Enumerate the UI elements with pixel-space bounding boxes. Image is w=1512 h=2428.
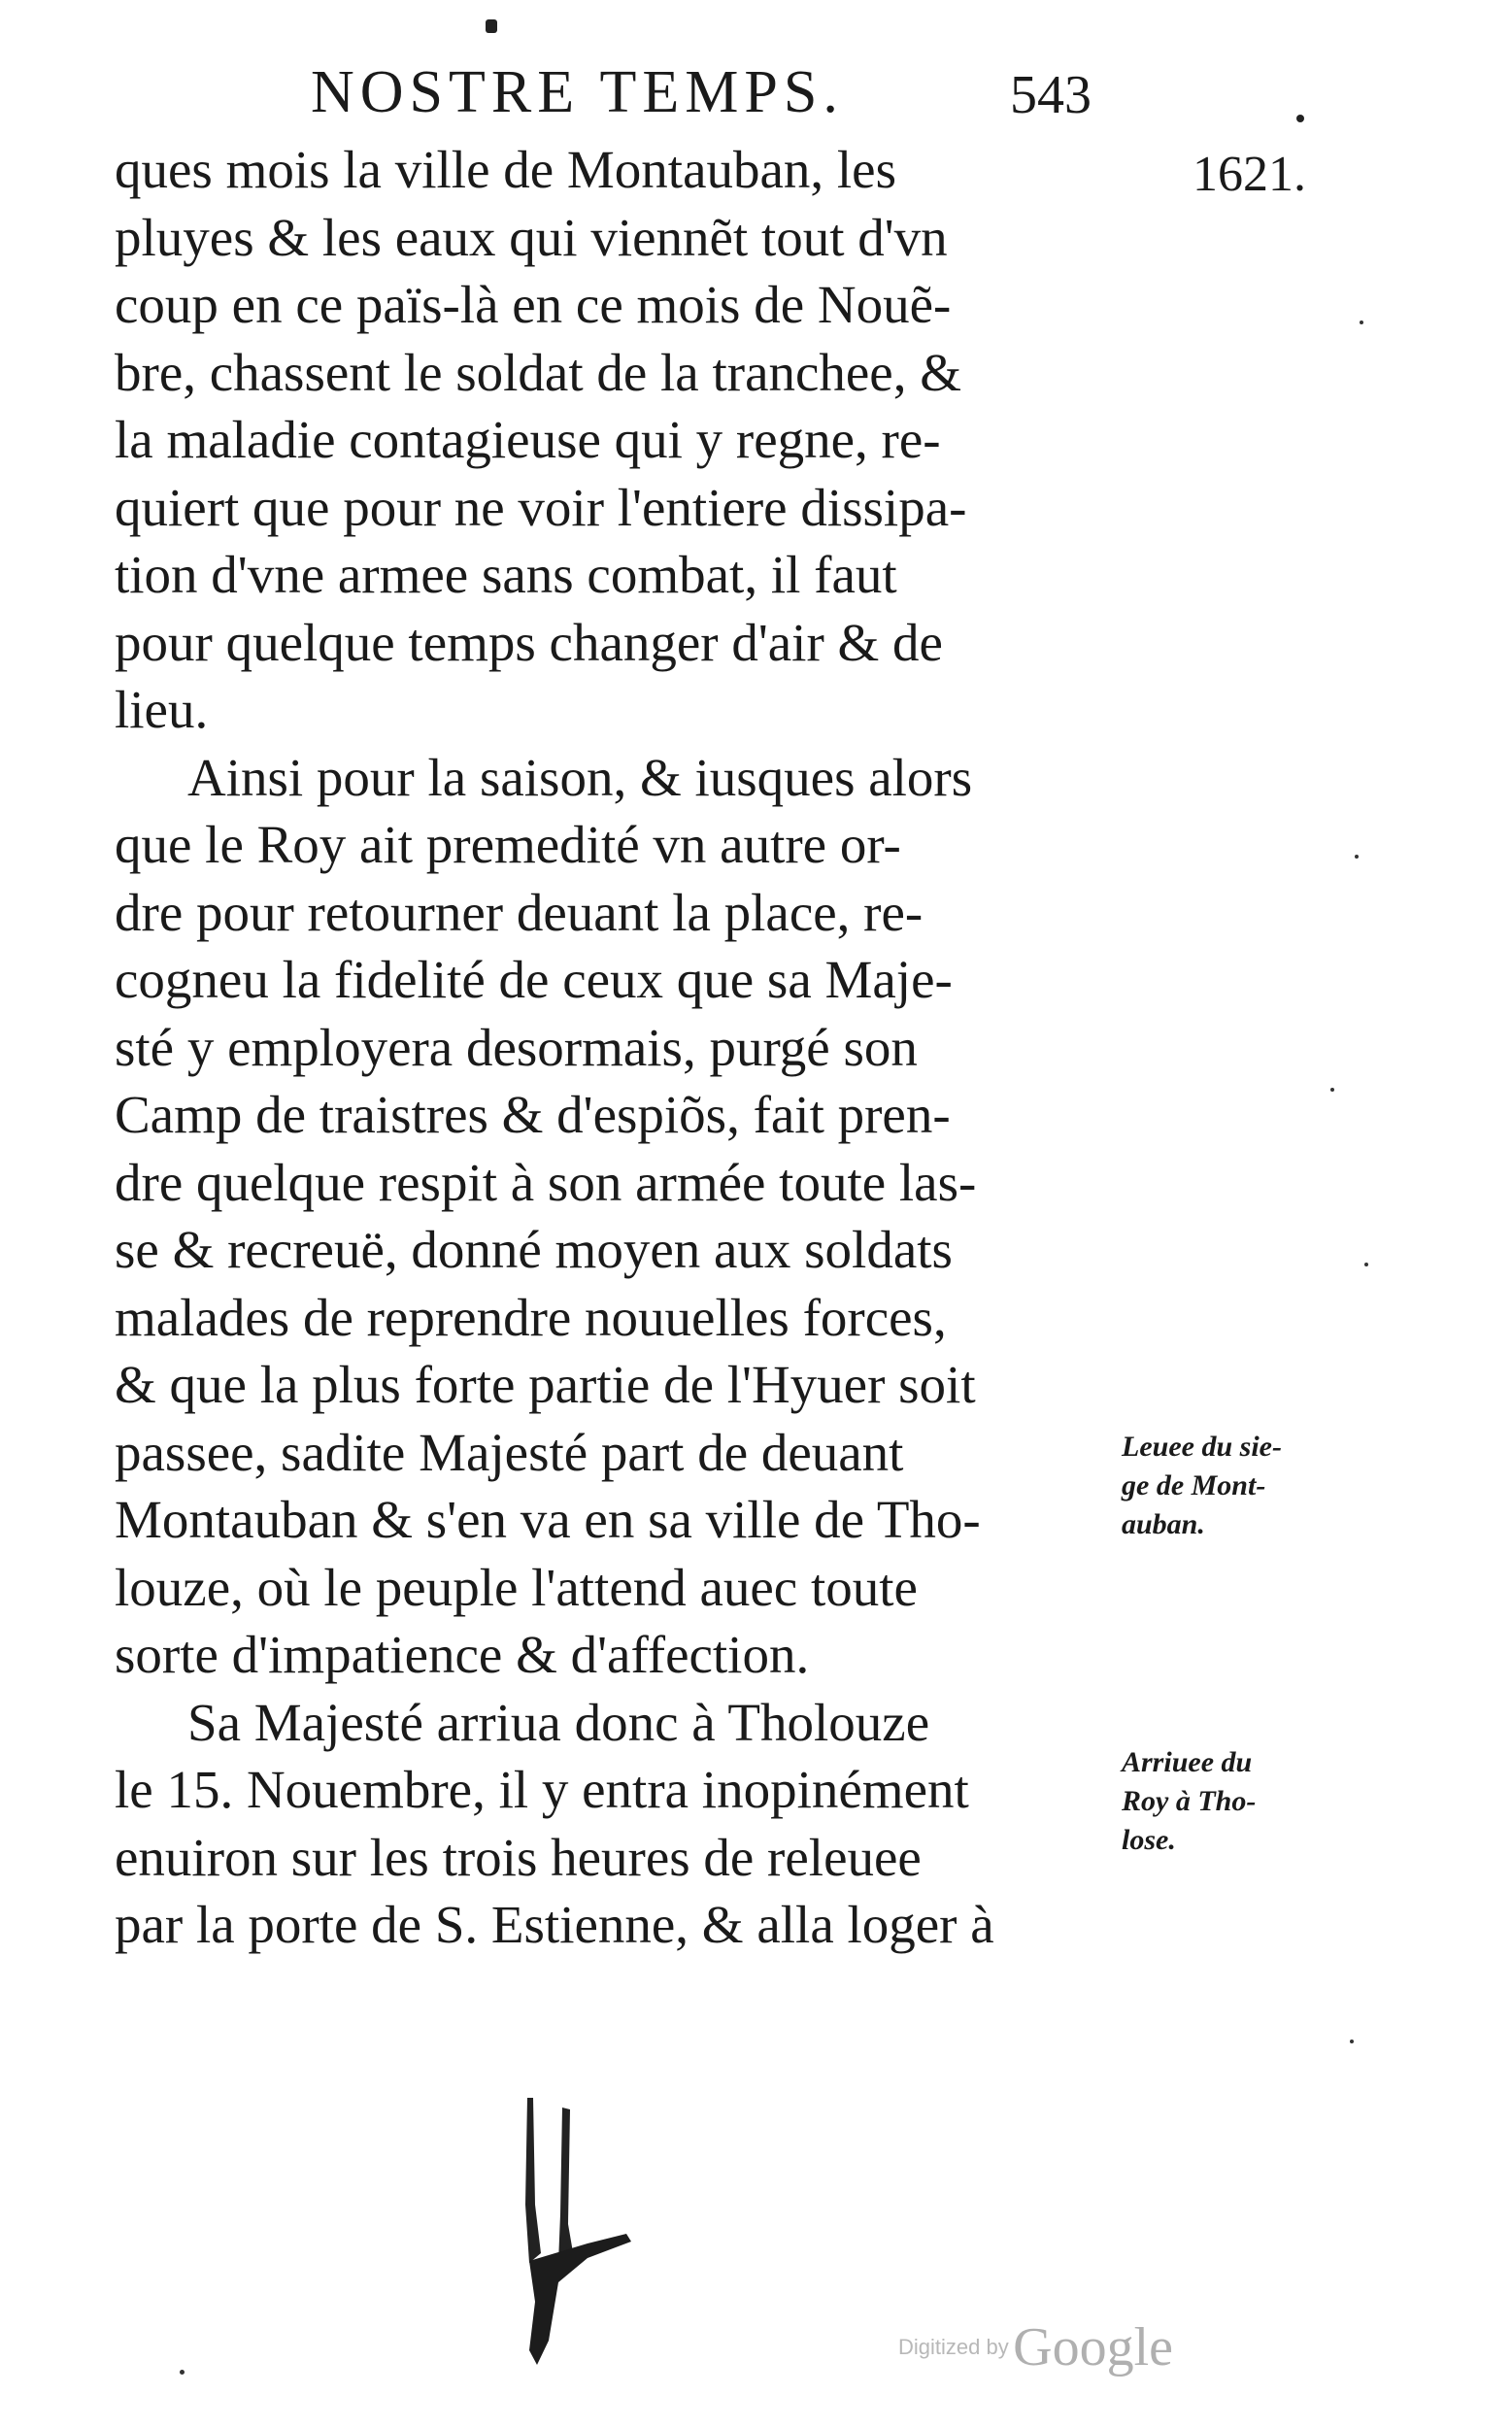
text-line: se & recreuë, donné moyen aux soldats	[115, 1220, 953, 1279]
watermark-brand: Google	[1013, 2317, 1174, 2377]
text-line: dre quelque respit à son armée toute las-	[115, 1152, 977, 1212]
page-header	[311, 58, 1185, 136]
text-line: dre pour retourner deuant la place, re-	[115, 882, 924, 942]
text-line: cogneu la fidelité de ceux que sa Maje-	[115, 950, 953, 1009]
text-line: Ainsi pour la saison, & iusques alors	[187, 747, 973, 807]
text-line: louze, où le peuple l'attend auec toute	[115, 1557, 918, 1617]
marginal-note-line: auban.	[1122, 1508, 1205, 1540]
margin-year: 1621.	[1193, 147, 1306, 202]
ink-speck	[1364, 1263, 1368, 1266]
marginal-note-line: ge de Mont-	[1122, 1469, 1266, 1501]
watermark-prefix: Digitized by	[898, 2335, 1009, 2359]
ink-speck	[1355, 855, 1359, 859]
marginal-note-line: Arriuee du	[1122, 1746, 1253, 1778]
text-line: pour quelque temps changer d'air & de	[115, 612, 943, 672]
ink-speck	[1350, 2040, 1354, 2043]
text-line: pluyes & les eaux qui viennẽt tout d'vn	[115, 207, 948, 267]
text-line: bre, chassent le soldat de la tranchee, &	[115, 342, 961, 402]
ink-spot	[486, 19, 497, 33]
marginal-note-arrival	[1122, 1743, 1355, 1860]
text-line: coup en ce païs-là en ce mois de Nouẽ-	[115, 275, 952, 334]
text-line: Sa Majesté arriua donc à Tholouze	[187, 1692, 930, 1752]
digitized-watermark	[898, 2316, 1173, 2378]
body-text	[115, 136, 1134, 1959]
text-line: malades de reprendre nouuelles forces,	[115, 1287, 947, 1347]
text-line: quiert que pour ne voir l'entiere dissipa-	[115, 477, 967, 537]
ink-speck	[1330, 1088, 1334, 1092]
text-line: & que la plus forte partie de l'Hyuer soit	[115, 1355, 976, 1414]
ink-dot	[1296, 115, 1304, 122]
ink-speck	[180, 2370, 185, 2375]
text-line: la maladie contagieuse qui y regne, re-	[115, 410, 941, 469]
marginal-note-siege	[1122, 1428, 1355, 1544]
text-line: Montauban & s'en va en sa ville de Tho-	[115, 1490, 981, 1549]
marginal-note-line: Roy à Tho-	[1122, 1785, 1257, 1817]
text-line: le 15. Nouembre, il y entra inopinément	[115, 1760, 969, 1819]
text-line: ques mois la ville de Montauban, les	[115, 140, 896, 199]
marginal-note-line: Leuee du sie-	[1122, 1431, 1282, 1463]
text-line: enuiron sur les trois heures de releuee	[115, 1827, 922, 1887]
running-title: NOSTRE TEMPS.	[311, 59, 844, 125]
ink-blot-mark	[490, 2088, 636, 2370]
text-line: sté y employera desormais, purgé son	[115, 1017, 918, 1077]
text-line: sorte d'impatience & d'affection.	[115, 1625, 810, 1684]
text-line: que le Roy ait premedité vn autre or-	[115, 815, 901, 874]
text-line: par la porte de S. Estienne, & alla loger à	[115, 1895, 994, 1954]
marginal-note-line: lose.	[1122, 1824, 1176, 1856]
ink-speck	[1360, 320, 1363, 324]
page-number: 543	[1010, 65, 1092, 125]
text-line: tion d'vne armee sans combat, il faut	[115, 545, 897, 604]
text-line: passee, sadite Majesté part de deuant	[115, 1422, 904, 1482]
text-line: lieu.	[115, 680, 209, 739]
text-line: Camp de traistres & d'espiõs, fait pren-	[115, 1085, 951, 1144]
